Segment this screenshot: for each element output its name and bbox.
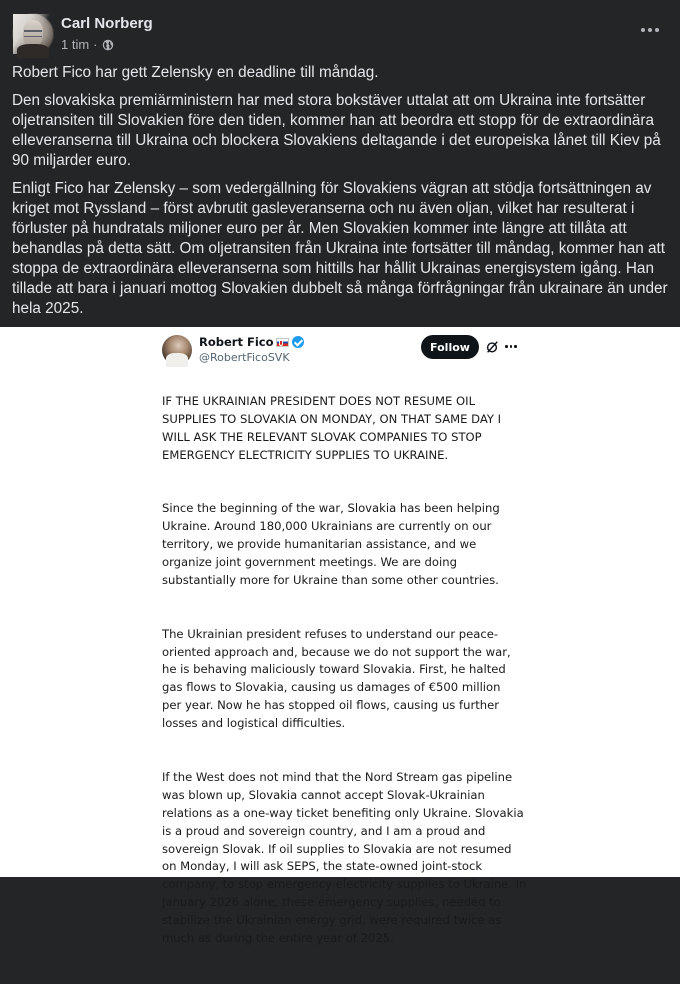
post-timestamp[interactable]: 1 tim — [61, 37, 90, 52]
post-paragraph: Enligt Fico har Zelensky – som vedergällning för Slovakiens vägran att stödja fortsättningen av kriget mot Ryssland – först avbrutit gasleveranserna och nu även oljan, vilket har resulterat i förluster på hundratals miljoner euro per år. Men Slovakien kommer inte längre att tillåta att behandlas på detta sätt. Om oljetransiten från Ukraina inte fortsätter till måndag, kommer han att stoppa de extraordinära elleveranserna som hittills har hållit Ukrainas energisystem igång. Han tillade att bara i januari mottog Slovakien dubbelt så många förfrågningar från ukrainare än under hela 2025. — [12, 180, 668, 317]
author-avatar[interactable] — [12, 13, 54, 55]
grok-icon — [485, 340, 499, 354]
follow-button: Follow — [421, 335, 479, 359]
tweet-author-avatar — [162, 335, 192, 365]
tweet-paragraph: Since the beginning of the war, Slovakia has been helping Ukraine. Around 180,000 Ukrainians are currently on our territory, we provide humanitarian assistance, and we organize joint government meetings. We are doing substantially more for Ukraine than some other countries. — [162, 501, 500, 587]
tweet-author-handle: @RobertFicoSVK — [199, 351, 290, 364]
author-name[interactable]: Carl Norberg — [61, 15, 153, 32]
post-body — [12, 63, 672, 327]
tweet-author-name-row — [199, 335, 304, 349]
tweet-author-name: Robert Fico — [199, 335, 274, 349]
verified-badge-icon — [292, 336, 304, 348]
post-paragraph: Den slovakiska premiärministern har med stora bokstäver uttalat att om Ukraina inte fortsätter oljetransiten till Slovakien före den tiden, kommer han att beordra ett stopp för de extraordinära elleveranserna till Ukraina och blockera Slovakiens deltagande i det europeiska lånet till Kiev på 90 miljarder euro. — [12, 92, 661, 169]
tweet-more-icon — [505, 345, 517, 348]
globe-icon — [102, 39, 114, 51]
post-meta — [61, 37, 114, 52]
post-header — [0, 0, 680, 60]
tweet-paragraph: The Ukrainian president refuses to understand our peace- oriented approach and, because we do not support the war, he is behaving maliciously toward Slovakia. First, he halted gas flows to Slovakia, causing us damages of €500 million per year. Now he has stopped oil flows, causing us further losses and logistical difficulties. — [162, 626, 511, 731]
meta-separator: · — [93, 37, 98, 52]
embedded-tweet-image[interactable] — [0, 327, 680, 946]
post-more-options-button[interactable] — [634, 18, 666, 42]
tweet-text — [162, 375, 532, 984]
tweet-paragraph: If the West does not mind that the Nord Stream gas pipeline was blown up, Slovakia cannot accept Slovak-Ukrainian relations as a one-way ticket benefiting only Ukraine. Slovakia is a proud and sovereign country, and I am a proud and sovereign Slovak. If oil supplies to Slovakia are not resumed on Monday, I will ask SEPS, the state-owned joint-stock company, to stop emergency electricity supplies to Ukraine. In January 2026 alone, these emergency supplies, needed to stabilize the Ukrainian energy grid, were required twice as much as during the entire year of 2025. — [162, 769, 527, 946]
more-horizontal-icon — [641, 28, 645, 32]
post-paragraph: Robert Fico har gett Zelensky en deadline till måndag. — [12, 64, 379, 81]
tweet-paragraph: IF THE UKRAINIAN PRESIDENT DOES NOT RESUME OIL SUPPLIES TO SLOVAKIA ON MONDAY, ON THAT SAME DAY I WILL ASK THE RELEVANT SLOVAK COMPANIES TO STOP EMERGENCY ELECTRICITY SUPPLIES TO UKRAINE. — [162, 393, 502, 462]
slovakia-flag-icon — [276, 338, 289, 347]
